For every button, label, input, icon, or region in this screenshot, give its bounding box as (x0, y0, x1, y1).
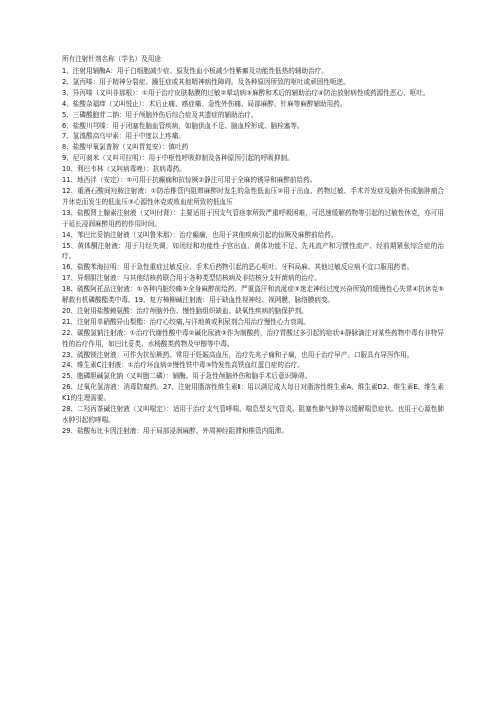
drug-entry: 2、氯丙嗪：用于精神分裂症、躁狂症或其他精神病性障碍。及各种原因所致的呕吐或顽固性呃逆。 (62, 77, 350, 86)
drug-entry: 7、氢溴酸高乌甲素：用于中度以上疼痛。 (62, 132, 185, 141)
drug-entry: 13、盐酸肾上腺素注射液（又叫付肾）：主要适用于因支气管痉挛所致严重呼吸困难，可迅速缓解药物等引起的过敏性休克，亦可用于延长浸润麻醉用药的作用时间。 (62, 208, 444, 228)
drug-entry: 17、异烟肼注射液：与其他结核药联合用于各种类型结核病及非结核分支杆菌病的治疗。 (62, 274, 321, 283)
entry-list (62, 66, 444, 437)
drug-entry: 8、盐酸甲氧氯普胺（又叫胃复安）：镇吐药 (62, 143, 189, 152)
drug-entry: 15、黄体酮注射液：用于月经失调，如闭经和功能性子宫出血、黄体功能不足、先兆流产和习惯性流产、经前期紧张综合症的治疗。 (62, 241, 444, 261)
drug-entry: 14、苯巴比妥钠注射液（又叫鲁米那）：治疗癫痫，也用于其他疾病引起的惊厥及麻醉前给药。 (62, 230, 338, 239)
drug-entry: 10、利巴韦林（又叫病毒唑）：抗病毒药。 (62, 165, 186, 174)
drug-entry: 28、二羟丙茶碱注射液（又叫喘定）：适用于治疗支气管哮喘、喘息型支气管炎、阻塞性肺气肿等以缓解喘息症状。也用于心源性肺水肿引起的哮喘。 (62, 405, 444, 424)
drug-entry: 20、注射用盐酸赖氨酸：治疗颅脑外伤、慢性脑组织缺血、缺氧性疾病的脑保护剂。 (62, 306, 308, 315)
drug-entry: 18、硫酸阿托品注射液：①各种内脏绞痛②全身麻醉前给药、严重盗汗和流涎症③迷走神经过度兴奋所致的缓慢性心失常④抗休克⑤解救有机磷酸酯类中毒。19、复方樟柳碱注射液：用于缺血性视神经、视网膜、脉络膜病变。 (62, 285, 444, 305)
drug-entry: 12、重酒石酸间羟胺注射液：①防治椎管内阻滞麻醉时发生的急性低血压②用于出血、药物过敏、手术并发症及脑外伤或脑肿瘤合并休克而发生的低血压③心源性休克或败血症所致的低血压 (62, 186, 444, 206)
drug-entry: 29、盐酸布比卡因注射液：用于局部浸润麻醉、外周神经阻滞和椎管内阻滞。 (62, 426, 288, 435)
drug-entry: 21、注射用单硝酸异山梨酯：治疗心绞痛,与洋地黄或利尿剂合用治疗慢性心力衰竭。 (62, 317, 310, 326)
drug-entry: 3、异丙嗪（又叫非那根）：①用于治疗皮肤黏膜的过敏②晕动病③麻醉和术后的辅助治疗④防治放射病性或药源性恶心、呕吐。 (62, 88, 430, 97)
document-title: 所有注射针剂名称（学名）及用途 (62, 55, 161, 63)
drug-entry: 4、盐酸杂福痒（又叫悦止）：术后止痛、癌症痛、急性外伤痛、局部麻醉、针麻等麻醉辅助用药。 (62, 99, 347, 108)
drug-entry: 5、三磷酸胞苷二钠：用于颅脑外伤后综合症及其遗症的辅助治疗。 (62, 110, 258, 119)
drug-entry: 16、盐酸苯海拉明：用于急性重症过敏反应、手术后药物引起的恶心呕吐、牙科局麻、其他过敏反应病不宜口服用药者。 (62, 263, 414, 272)
drug-entry: 9、尼可刹米（又叫可拉明）：用于中枢性呼吸抑制及各种原因引起的呼吸抑制。 (62, 154, 294, 163)
drug-entry: 11、地西泮（安定）：①可用于抗癫痫和抗惊厥②静注可用于全麻的诱导和麻醉前给药。 (62, 176, 317, 185)
drug-entry: 26、过氧化氢溶液：消毒防腐药。27、注射用脂溶性维生素Ⅱ：用以满足成人每日对脂溶性维生素A、维生素D2、维生素E、维生素K1的生理需要。 (62, 383, 444, 403)
drug-entry: 6、盐酸川芎嗪：用于闭塞性脑血管疾病，如脑供血不足、脑血栓形成、脑栓塞等。 (62, 121, 304, 130)
drug-entry: 22、碳酸氢钠注射液：①治疗代谢性酸中毒②碱化尿液③作为制酸药，治疗胃酸过多引起的症状④静脉滴注对某些药物中毒有非特异性的治疗作用，如巴比妥类、水杨酸类药物及甲醇等中毒。 (62, 328, 444, 348)
drug-entry: 24、维生素C注射液：①治疗坏血病②慢性铁中毒③特发性高铁血红蛋白症的治疗。 (62, 361, 304, 370)
drug-entry: 23、硫酸镁注射液：可作为抗惊厥药。常用于妊娠高血压，治疗先兆子痫和子痫，也用于治疗早产。口服具有导泻作用。 (62, 350, 414, 359)
drug-entry: 1、注射用辅酶A：用于白细胞减少症、原发性血小板减少性紫癜及功能性低热的辅助治疗。 (62, 67, 328, 75)
drug-entry: 25、胞磷胆碱氯化钠（又叫胞二磷）：辅酶。用于急性颅脑外伤和脑手术后意识障碍。 (62, 372, 312, 381)
